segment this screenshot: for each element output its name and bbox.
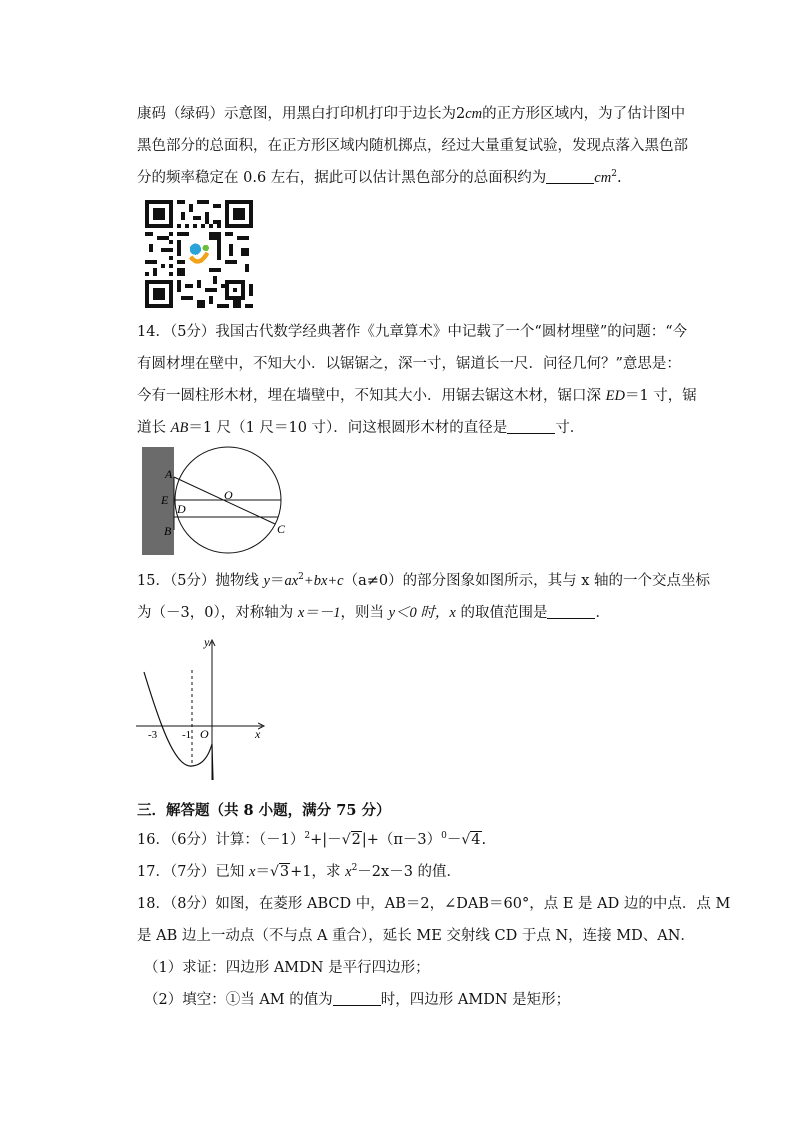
q13-answer-blank[interactable] bbox=[546, 169, 594, 184]
section-3-text: 三．解答题（共 8 小题，满分 75 分） bbox=[137, 802, 391, 819]
q18-part-2 bbox=[144, 990, 570, 1010]
q15-text-2e: 的取值范围是 bbox=[455, 605, 548, 621]
q15-axis-eq: x＝－1 bbox=[297, 605, 341, 621]
label-e: E bbox=[161, 493, 169, 507]
q18-line-2 bbox=[137, 926, 695, 946]
label-origin: O bbox=[200, 727, 209, 741]
q18-line-1 bbox=[137, 894, 730, 914]
q15-figure bbox=[136, 630, 276, 790]
q16-exp0: 0 bbox=[441, 831, 447, 842]
label-x: x bbox=[255, 727, 261, 741]
q17-plus: +1，求 bbox=[290, 864, 346, 880]
sqrt-icon: √ bbox=[461, 832, 471, 848]
label-c: C bbox=[277, 522, 286, 536]
q16-mid: +|－ bbox=[310, 832, 342, 848]
q13-unit-sq: cm bbox=[594, 170, 612, 186]
q13-unit: cm bbox=[465, 106, 483, 122]
q15-eq-exp: 2 bbox=[298, 572, 304, 583]
q13-text-2: 黑色部分的总面积，在正方形区域内随机掷点，经过大量重复试验，发现点落入黑色部 bbox=[137, 138, 688, 154]
sqrt-icon: √ bbox=[341, 832, 351, 848]
wall bbox=[142, 447, 174, 555]
q15-text-2b: ，则当 bbox=[340, 605, 389, 621]
q15-eq-b: +bx+c bbox=[303, 573, 344, 589]
q14-ab: AB bbox=[170, 420, 189, 436]
q18-text-2: 是 AB 边上一动点（不与点 A 重合），延长 ME 交射线 CD 于点 N，连接 MD、AN． bbox=[137, 928, 695, 944]
q16-prefix: 16．（6分）计算：（－1） bbox=[137, 832, 305, 848]
q14-text-2: 有圆材埋在壁中，不知大小．以锯锯之，深一寸，锯道长一尺．问径几何？”意思是： bbox=[137, 356, 681, 372]
q13-line-3 bbox=[137, 168, 622, 188]
qr-code-icon bbox=[145, 200, 253, 308]
q15-text-1a: 15．（5分）抛物线 bbox=[137, 573, 264, 589]
q16-exp2: 2 bbox=[304, 831, 311, 842]
q17-prefix: 17．（7分）已知 bbox=[137, 864, 250, 880]
q13-text-3: 分的频率稳定在 0.6 左右，据此可以估计黑色部分的总面积约为 bbox=[137, 170, 547, 186]
q15-text-2c: y＜0 时， bbox=[388, 605, 450, 621]
q14-text-3b: ＝1 寸，锯 bbox=[624, 388, 697, 404]
q16-line bbox=[137, 830, 486, 850]
q16-sqrt2: 2 bbox=[351, 832, 361, 848]
q14-text-1: 14．（5分）我国古代数学经典著作《九章算术》中记载了一个“圆材埋壁”的问题：“今 bbox=[137, 324, 688, 340]
label-o: O bbox=[224, 488, 233, 502]
q15-eq-y: y bbox=[263, 573, 270, 589]
q15-text-2a: 为（－3，0），对称轴为 bbox=[137, 605, 298, 621]
q13-text-1b: 的正方形区域内，为了估计图中 bbox=[482, 106, 686, 122]
q18-text-1: 18．（8分）如图，在菱形 ABCD 中，AB＝2，∠DAB＝60°，点 E 是 AD 边的中点．点 M bbox=[137, 896, 731, 912]
q14-text-3a: 今有一圆柱形木材，埋在墙壁中，不知其大小．用锯去锯这木材，锯口深 bbox=[137, 388, 606, 404]
q18-part-1 bbox=[144, 958, 430, 978]
label-d: D bbox=[177, 502, 186, 516]
q17-line bbox=[137, 862, 461, 882]
q15-end: ． bbox=[595, 605, 610, 621]
q16-mid2: |+（π－3） bbox=[361, 832, 442, 848]
label-b: B bbox=[164, 524, 172, 538]
q15-eq-eq: ＝ bbox=[269, 573, 285, 589]
q18-part-2-text-a: （2）填空：①当 AM 的值为 bbox=[144, 992, 333, 1008]
q14-answer-blank[interactable] bbox=[507, 419, 555, 434]
q14-text-4a: 道长 bbox=[137, 420, 171, 436]
q16-sqrt4: 4 bbox=[471, 832, 481, 848]
q14-ed: ED bbox=[605, 388, 625, 404]
label-y: y bbox=[204, 635, 210, 649]
q16-end: . bbox=[481, 832, 487, 848]
q13-line-1 bbox=[137, 104, 685, 124]
q15-line-1 bbox=[137, 571, 710, 591]
q14-figure bbox=[138, 442, 288, 560]
q14-line-2 bbox=[137, 354, 681, 374]
q15-text-1b: （a≠0）的部分图象如图所示，其与 x 轴的一个交点坐标 bbox=[343, 573, 711, 589]
q14-line-4 bbox=[137, 418, 584, 438]
label-minus-1: -1 bbox=[182, 729, 192, 741]
q16-mid3: － bbox=[446, 832, 462, 848]
q13-text-1a: 康码（绿码）示意图，用黑白打印机打印于边长为 bbox=[137, 106, 456, 122]
q17-exp: 2 bbox=[351, 863, 358, 874]
q17-x: x bbox=[249, 864, 256, 880]
q18-part-1-text: （1）求证：四边形 AMDN 是平行四边形； bbox=[144, 960, 430, 976]
label-a: A bbox=[165, 467, 173, 481]
q14-text-4b: ＝1 尺（1 尺＝10 寸）．问这根圆形木材的直径是 bbox=[188, 420, 508, 436]
q13-unit-exp: 2 bbox=[611, 169, 617, 180]
q14-line-3 bbox=[137, 386, 697, 406]
q18-part-2-text-b: 时，四边形 AMDN 是矩形； bbox=[380, 992, 571, 1008]
q13-end: . bbox=[616, 170, 622, 186]
q17-x2: x bbox=[345, 864, 352, 880]
q18-answer-blank[interactable] bbox=[333, 991, 381, 1006]
label-minus-3: -3 bbox=[148, 729, 158, 741]
q17-sqrt3: 3 bbox=[279, 864, 290, 880]
q13-line-2 bbox=[137, 136, 688, 156]
q15-line-2 bbox=[137, 603, 610, 623]
q17-eq: ＝ bbox=[255, 864, 270, 880]
q14-line-1 bbox=[137, 322, 687, 342]
q15-text-2d: x bbox=[449, 605, 456, 621]
q14-text-4c: 寸． bbox=[555, 420, 585, 436]
section-3-heading bbox=[137, 801, 390, 821]
q15-eq-a: ax bbox=[284, 573, 299, 589]
q15-answer-blank[interactable] bbox=[547, 604, 595, 619]
q17-rest: －2x－3 的值． bbox=[357, 864, 462, 880]
sqrt-icon: √ bbox=[269, 864, 279, 880]
q13-side: 2 bbox=[456, 106, 466, 122]
